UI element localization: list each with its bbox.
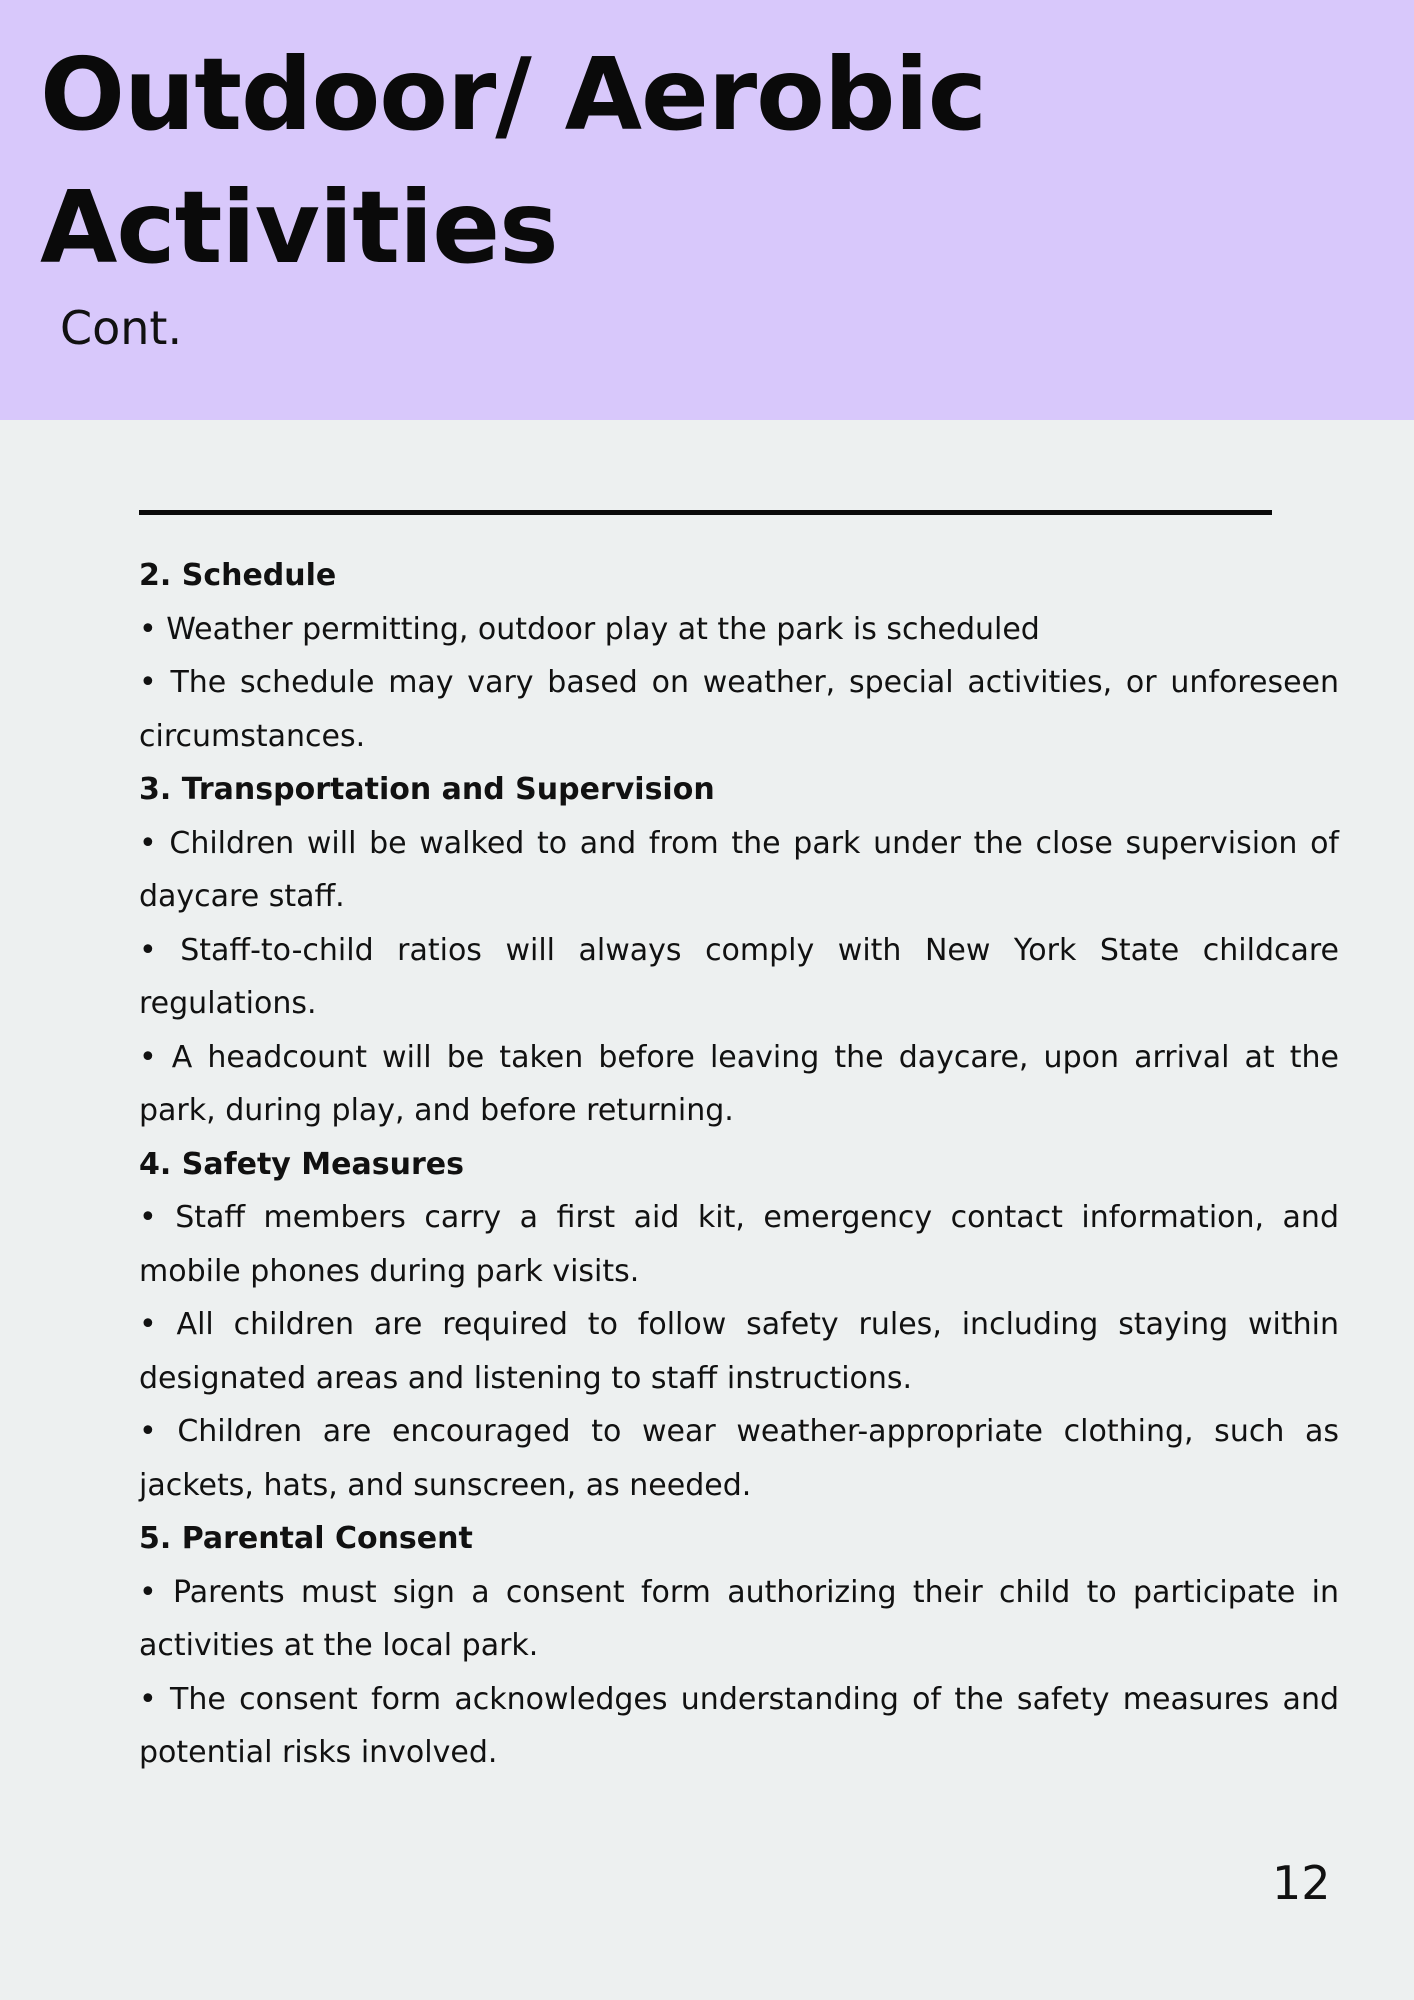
list-item: • The consent form acknowledges understanding of the safety measures and potential risks involved. — [139, 1681, 1339, 1770]
list-item: • Children will be walked to and from the park under the close supervision of daycare staff. — [139, 825, 1339, 914]
title-line-2: Activities — [40, 169, 558, 286]
list-item: • The schedule may vary based on weather, special activities, or unforeseen circumstances. — [139, 665, 1339, 754]
page-number: 12 — [1272, 1856, 1331, 1910]
section-heading-consent: 5. Parental Consent — [139, 1521, 473, 1556]
page-subtitle: Cont. — [60, 301, 183, 355]
list-item: • Staff-to-child ratios will always comply with New York State childcare regulations. — [139, 932, 1339, 1021]
list-item: • All children are required to follow safety rules, including staying within designated areas and listening to staff instructions. — [139, 1307, 1339, 1396]
divider-rule — [139, 510, 1272, 515]
list-item: • Children are encouraged to wear weather-appropriate clothing, such as jackets, hats, and sunscreen, as needed. — [139, 1414, 1339, 1503]
list-item: • Parents must sign a consent form authorizing their child to participate in activities at the local park. — [139, 1574, 1339, 1663]
section-heading-transportation: 3. Transportation and Supervision — [139, 772, 715, 807]
list-item: • Weather permitting, outdoor play at the park is scheduled — [139, 611, 1040, 647]
section-heading-safety: 4. Safety Measures — [139, 1146, 464, 1182]
document-body — [139, 549, 1339, 1780]
header-banner — [0, 0, 1414, 420]
section-heading-schedule: 2. Schedule — [139, 558, 337, 593]
list-item: • A headcount will be taken before leaving the daycare, upon arrival at the park, during play, and before returning. — [139, 1039, 1339, 1128]
title-line-1: Outdoor/ Aerobic — [40, 36, 987, 153]
page-title — [40, 28, 986, 294]
list-item: • Staff members carry a first aid kit, emergency contact information, and mobile phones during park visits. — [139, 1200, 1339, 1289]
